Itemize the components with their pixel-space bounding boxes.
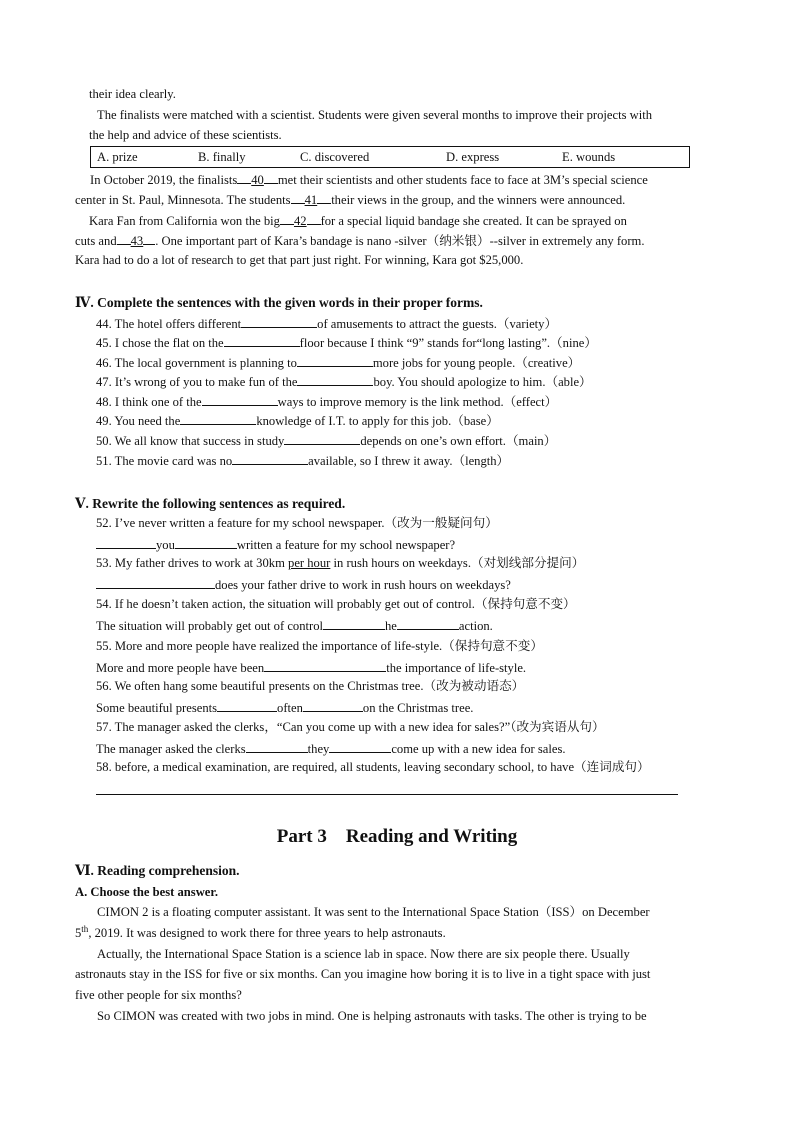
question-50 — [96, 432, 556, 449]
answer-text: they — [307, 742, 330, 756]
answer-blank[interactable] — [96, 576, 215, 589]
question-text: more jobs for young people.（creative） — [372, 356, 581, 370]
answer-55 — [96, 659, 526, 676]
question-text: 45. I chose the flat on the — [96, 336, 224, 350]
question-53 — [96, 555, 584, 571]
question-49 — [96, 412, 499, 429]
question-text: 50. We all know that success in study — [96, 434, 285, 448]
question-text: floor because I think “9” stands for“long lasting”.（nine） — [299, 336, 597, 350]
answer-blank[interactable] — [246, 740, 308, 753]
reading-text: 5 — [75, 926, 82, 940]
question-text: ways to improve memory is the link method.（effect） — [277, 395, 558, 409]
question-text: of amusements to attract the guests.（variety） — [317, 317, 558, 331]
cloze-text: cuts and — [75, 234, 117, 248]
answer-blank[interactable] — [96, 536, 156, 549]
question-text: 49. You need the — [96, 414, 181, 428]
question-54: 54. If he doesn’t taken action, the situation will probably get out of control.（保持句意不变） — [96, 597, 576, 611]
option-d: D. express — [446, 150, 500, 164]
answer-blank[interactable] — [232, 452, 308, 465]
answer-53 — [96, 576, 511, 593]
cloze-text: . One important part of Kara’s bandage is nano -silver（纳米银）--silver in extremely any form. — [155, 234, 645, 248]
answer-line-58[interactable] — [96, 794, 678, 795]
answer-56 — [96, 699, 473, 716]
blank — [317, 191, 331, 204]
reading-line: five other people for six months? — [75, 988, 242, 1002]
reading-line: So CIMON was created with two jobs in mind. One is helping astronauts with tasks. The other is trying to be — [97, 1009, 647, 1023]
question-56: 56. We often hang some beautiful presents on the Christmas tree.（改为被动语态） — [96, 679, 525, 693]
question-text: 51. The movie card was no — [96, 454, 233, 468]
blank-number-42: 42 — [293, 214, 307, 228]
subsection-a-heading: A. Choose the best answer. — [75, 885, 218, 899]
blank-number-41: 41 — [304, 193, 318, 207]
question-46 — [96, 354, 580, 371]
option-b: B. finally — [198, 150, 246, 164]
superscript: th — [81, 923, 89, 934]
cloze-text: their views in the group, and the winners were announced. — [331, 193, 626, 207]
question-text: 46. The local government is planning to — [96, 356, 297, 370]
cloze-line — [75, 232, 645, 249]
blank — [117, 232, 131, 245]
answer-blank[interactable] — [224, 334, 300, 347]
question-text: 53. My father drives to work at 30km — [96, 556, 289, 570]
answer-blank[interactable] — [297, 373, 373, 386]
cloze-line — [75, 191, 625, 208]
option-c: C. discovered — [300, 150, 370, 164]
question-52: 52. I’ve never written a feature for my school newspaper.（改为一般疑问句） — [96, 516, 498, 530]
answer-text: The situation will probably get out of control — [96, 619, 323, 633]
answer-blank[interactable] — [297, 354, 373, 367]
underlined-phrase: per hour — [288, 556, 331, 570]
answer-text: you — [156, 538, 175, 552]
answer-text: he — [385, 619, 397, 633]
answer-blank[interactable] — [264, 659, 386, 672]
question-45 — [96, 334, 597, 351]
answer-text: come up with a new idea for sales. — [391, 742, 566, 756]
option-a: A. prize — [97, 150, 138, 164]
reading-line: CIMON 2 is a floating computer assistant. It was sent to the International Space Station（ISS）on December — [97, 905, 650, 919]
question-text: available, so I threw it away.（length） — [308, 454, 510, 468]
answer-blank[interactable] — [284, 432, 360, 445]
answer-blank[interactable] — [323, 617, 385, 630]
blank-number-43: 43 — [130, 234, 144, 248]
reading-line — [75, 925, 446, 941]
cloze-line: Kara had to do a lot of research to get that part just right. For winning, Kara got $25,000. — [75, 253, 524, 267]
question-text: in rush hours on weekdays.（对划线部分提问） — [330, 556, 585, 570]
question-47 — [96, 373, 592, 390]
blank-number-40: 40 — [251, 173, 264, 187]
section-5-heading: Ⅴ. Rewrite the following sentences as required. — [75, 496, 346, 511]
blank — [264, 171, 278, 184]
cloze-text: for a special liquid bandage she created. It can be sprayed on — [320, 214, 627, 228]
blank — [237, 171, 251, 184]
passage-line: their idea clearly. — [89, 87, 176, 101]
answer-text: action. — [458, 619, 493, 633]
reading-line: astronauts stay in the ISS for five or six months. Can you imagine how boring it is to live in a tight space with just — [75, 967, 651, 981]
question-text: 44. The hotel offers different — [96, 317, 242, 331]
cloze-text: Kara Fan from California won the big — [89, 214, 280, 228]
word-options-box — [90, 146, 690, 168]
answer-text: often — [277, 701, 303, 715]
answer-57 — [96, 740, 566, 757]
question-text: knowledge of I.T. to apply for this job.（base） — [256, 414, 499, 428]
question-57: 57. The manager asked the clerks，“Can you come up with a new idea for sales?”（改为宾语从句） — [96, 720, 605, 734]
answer-blank[interactable] — [303, 699, 363, 712]
blank — [291, 191, 305, 204]
answer-blank[interactable] — [241, 315, 317, 328]
answer-text: More and more people have been — [96, 661, 265, 675]
part-3-title: Part 3 Reading and Writing — [276, 826, 518, 847]
question-51 — [96, 452, 509, 469]
answer-text: on the Christmas tree. — [362, 701, 474, 715]
answer-blank[interactable] — [329, 740, 391, 753]
blank — [143, 232, 155, 245]
passage-line: The finalists were matched with a scientist. Students were given several months to improve their projects with — [97, 108, 653, 122]
cloze-line — [90, 171, 648, 188]
answer-text: The manager asked the clerks — [96, 742, 246, 756]
blank — [280, 212, 294, 225]
answer-blank[interactable] — [175, 536, 237, 549]
question-text: 48. I think one of the — [96, 395, 202, 409]
answer-blank[interactable] — [217, 699, 277, 712]
question-48 — [96, 393, 557, 410]
question-text: boy. You should apologize to him.（able） — [373, 375, 592, 389]
answer-blank[interactable] — [397, 617, 459, 630]
answer-text: Some beautiful presents — [96, 701, 218, 715]
question-44 — [96, 315, 557, 332]
passage-line: the help and advice of these scientists. — [89, 128, 282, 142]
section-4-heading: Ⅳ. Complete the sentences with the given words in their proper forms. — [75, 295, 483, 310]
answer-blank[interactable] — [180, 412, 256, 425]
question-text: depends on one’s own effort.（main） — [360, 434, 557, 448]
question-58: 58. before, a medical examination, are required, all students, leaving secondary school, to have（连词成句） — [96, 760, 650, 774]
answer-blank[interactable] — [202, 393, 278, 406]
section-6-heading: Ⅵ. Reading comprehension. — [75, 863, 240, 878]
blank — [307, 212, 321, 225]
option-e: E. wounds — [562, 150, 616, 164]
answer-text: the importance of life-style. — [386, 661, 527, 675]
cloze-text: center in St. Paul, Minnesota. The students — [75, 193, 291, 207]
question-text: 47. It’s wrong of you to make fun of the — [96, 375, 298, 389]
reading-line: Actually, the International Space Station is a science lab in space. Now there are six people there. Usually — [97, 947, 630, 961]
cloze-text: In October 2019, the finalists — [90, 173, 238, 187]
cloze-line — [89, 212, 627, 229]
reading-text: , 2019. It was designed to work there for three years to help astronauts. — [88, 926, 446, 940]
cloze-text: met their scientists and other students face to face at 3M’s special science — [277, 173, 648, 187]
question-55: 55. More and more people have realized the importance of life-style.（保持句意不变） — [96, 639, 543, 653]
answer-text: does your father drive to work in rush hours on weekdays? — [215, 578, 511, 592]
answer-54 — [96, 617, 493, 634]
answer-52 — [96, 536, 455, 553]
answer-text: written a feature for my school newspaper? — [236, 538, 456, 552]
